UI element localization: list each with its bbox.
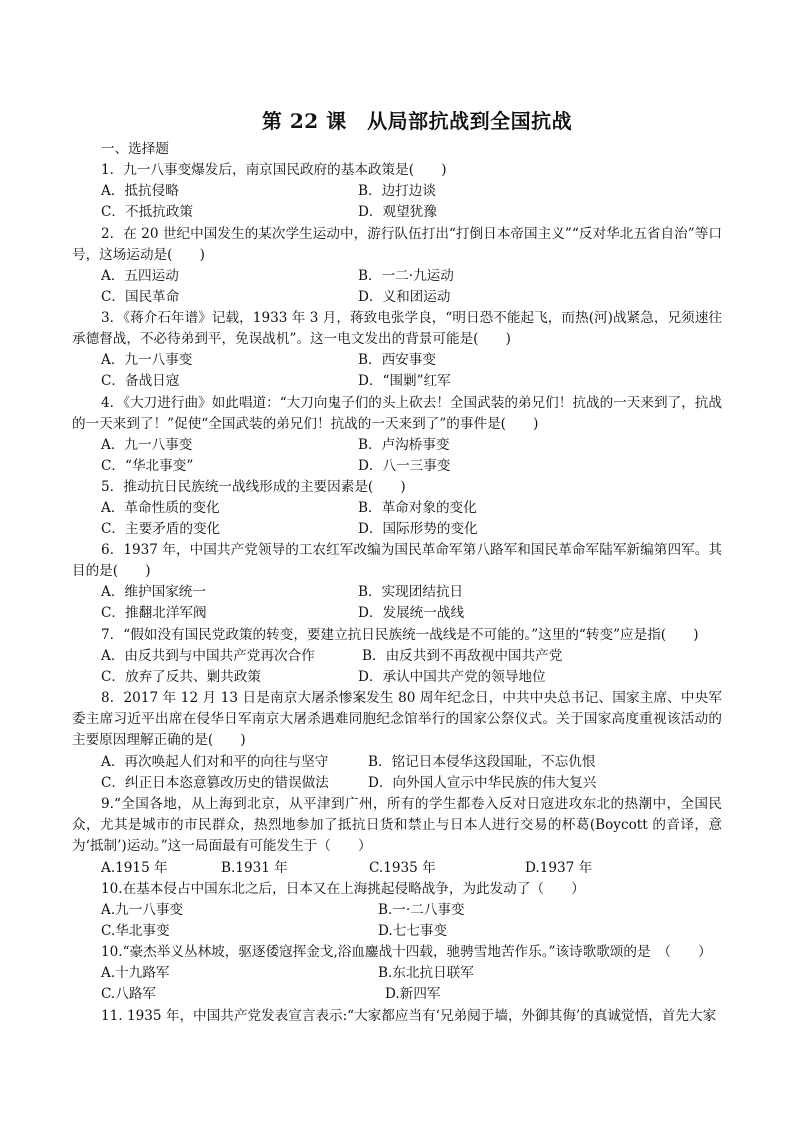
option-a: A.1915 年 xyxy=(101,860,168,876)
option-b: B.东北抗日联军 xyxy=(378,965,474,981)
question-4 xyxy=(72,393,722,435)
question-text: 2．在 20 世纪中国发生的某次学生运动中，游行队伍打出“打倒日本帝国主义”“反对华北五省自治”等口号，这场运动是( ) xyxy=(72,226,722,264)
question-text: 7．“假如没有国民党政策的转变，要建立抗日民族统一战线是不可能的。”这里的“转变”应是指( ) xyxy=(101,627,699,643)
question-text: 10.在基本侵占中国东北之后，日本又在上海挑起侵略战争，为此发动了（ ） xyxy=(101,881,585,897)
question-8 xyxy=(72,688,722,752)
options-10b xyxy=(101,963,751,1007)
question-2 xyxy=(72,224,722,266)
options-6 xyxy=(101,582,751,626)
option-d: D．观望犹豫 xyxy=(358,204,437,220)
option-c: C.1935 年 xyxy=(369,860,436,876)
question-6 xyxy=(72,540,722,582)
question-7 xyxy=(72,625,722,646)
option-b: B．铭记日本侵华这段国耻，不忘仇恨 xyxy=(368,754,596,770)
option-b: B．一二·九运动 xyxy=(358,268,454,284)
options-10 xyxy=(101,900,751,944)
option-d: D.七七事变 xyxy=(378,923,448,939)
option-b: B.1931 年 xyxy=(221,860,288,876)
question-1 xyxy=(72,160,722,181)
question-text: 9.“全国各地，从上海到北京，从平津到广州，所有的学生都卷入反对日寇进攻东北的热潮中，全国民众，尤其是城市的市民群众，热烈地参加了抵抗日货和禁止与日本人进行交易的杯葛(Boycott 的音译，意为‘抵制’)运动。”这一局面最有可能发生于（ ） xyxy=(72,796,722,855)
option-c: C．不抵抗政策 xyxy=(101,204,193,220)
question-5 xyxy=(72,477,722,498)
option-d: D．国际形势的变化 xyxy=(358,521,478,537)
option-d: D．承认中国共产党的领导地位 xyxy=(358,669,546,685)
option-a: A.九一八事变 xyxy=(101,902,184,918)
question-text: 1．九一八事变爆发后，南京国民政府的基本政策是( ) xyxy=(101,162,447,178)
options-4 xyxy=(101,435,751,479)
options-9 xyxy=(101,858,751,880)
option-d: D.1937 年 xyxy=(525,860,593,876)
question-text: 8．2017 年 12 月 13 日是南京大屠杀惨案发生 80 周年纪念日，中共中央总书记、国家主席、中央军委主席习近平出席在侵华日军南京大屠杀遇难同胞纪念馆举行的国家公祭仪式。关于国家高度重视该活动的主要原因理解正确的是( ) xyxy=(72,690,722,749)
option-a: A．维护国家统一 xyxy=(101,584,206,600)
option-a: A．再次唤起人们对和平的向往与坚守 xyxy=(101,754,329,770)
question-10b xyxy=(72,942,722,963)
option-c: C．“华北事变” xyxy=(101,458,194,474)
question-text: 10.“豪杰举义丛林坡，驱逐倭寇挥金戈,浴血鏖战十四载，驰骋雪地苦作乐。”该诗歌歌颂的是 （ ） xyxy=(101,944,712,960)
options-7 xyxy=(101,646,751,690)
question-3 xyxy=(72,308,722,350)
option-a: A．九一八事变 xyxy=(101,352,193,368)
option-c: C．备战日寇 xyxy=(101,373,180,389)
section-heading: 一、选择题 xyxy=(101,141,169,157)
question-text: 5．推动抗日民族统一战线形成的主要因素是( ) xyxy=(101,479,406,495)
question-text: 4．《大刀进行曲》如此唱道：“大刀向鬼子们的头上砍去！全国武装的弟兄们！抗战的一天来到了，抗战的一天来到了！”促使“全国武装的弟兄们！抗战的一天来到了”的事件是( ) xyxy=(72,395,722,433)
option-c: C.八路军 xyxy=(101,986,157,1002)
option-c: C．纠正日本恣意篡改历史的错误做法 xyxy=(101,775,329,791)
option-a: A．九一八事变 xyxy=(101,437,193,453)
option-d: D．向外国人宣示中华民族的伟大复兴 xyxy=(368,775,597,791)
question-11 xyxy=(72,1006,722,1027)
option-c: C．主要矛盾的变化 xyxy=(101,521,221,537)
option-c: C．国民革命 xyxy=(101,289,180,305)
options-3 xyxy=(101,350,751,394)
option-b: B．边打边谈 xyxy=(358,183,436,199)
option-d: D．“围剿”红军 xyxy=(358,373,451,389)
question-text: 11. 1935 年，中国共产党发表宣言表示:“大家都应当有‘兄弟阋于墙，外御其侮’的真诚觉悟，首先大家 xyxy=(101,1008,717,1024)
option-d: D．八一三事变 xyxy=(358,458,451,474)
option-b: B．实现团结抗日 xyxy=(358,584,464,600)
option-d: D.新四军 xyxy=(385,986,441,1002)
option-d: D．义和团运动 xyxy=(358,289,451,305)
option-c: C.华北事变 xyxy=(101,923,170,939)
options-2 xyxy=(101,266,751,310)
option-c: C．推翻北洋军阀 xyxy=(101,605,207,621)
question-10 xyxy=(72,879,722,900)
options-8 xyxy=(101,752,751,796)
option-d: D．发展统一战线 xyxy=(358,605,465,621)
option-a: A．革命性质的变化 xyxy=(101,500,220,516)
option-b: B．由反共到不再敌视中国共产党 xyxy=(362,648,563,664)
option-b: B．卢沟桥事变 xyxy=(358,437,450,453)
question-9 xyxy=(72,794,722,858)
options-5 xyxy=(101,498,751,542)
option-a: A．由反共到与中国共产党再次合作 xyxy=(101,648,315,664)
option-b: B．西安事变 xyxy=(358,352,436,368)
question-text: 6．1937 年，中国共产党领导的工农红军改编为国民革命军第八路军和国民革命军陆军新编第四军。其目的是( ) xyxy=(72,542,722,580)
option-a: A．抵抗侵略 xyxy=(101,183,179,199)
option-b: B.一·二八事变 xyxy=(378,902,465,918)
options-1 xyxy=(101,181,751,225)
question-text: 3．《蒋介石年谱》记载，1933 年 3 月，蒋致电张学良，“明日恐不能起飞，而热(河)战紧急，兄须速往承德督战，不必待弟到平，免误战机”。这一电文发出的背景可能是( ) xyxy=(72,310,722,348)
page-title: 第 22 课 从局部抗战到全国抗战 xyxy=(261,109,573,133)
option-a: A．五四运动 xyxy=(101,268,179,284)
option-a: A.十九路军 xyxy=(101,965,170,981)
option-b: B．革命对象的变化 xyxy=(358,500,477,516)
option-c: C．放弃了反共、剿共政策 xyxy=(101,669,261,685)
